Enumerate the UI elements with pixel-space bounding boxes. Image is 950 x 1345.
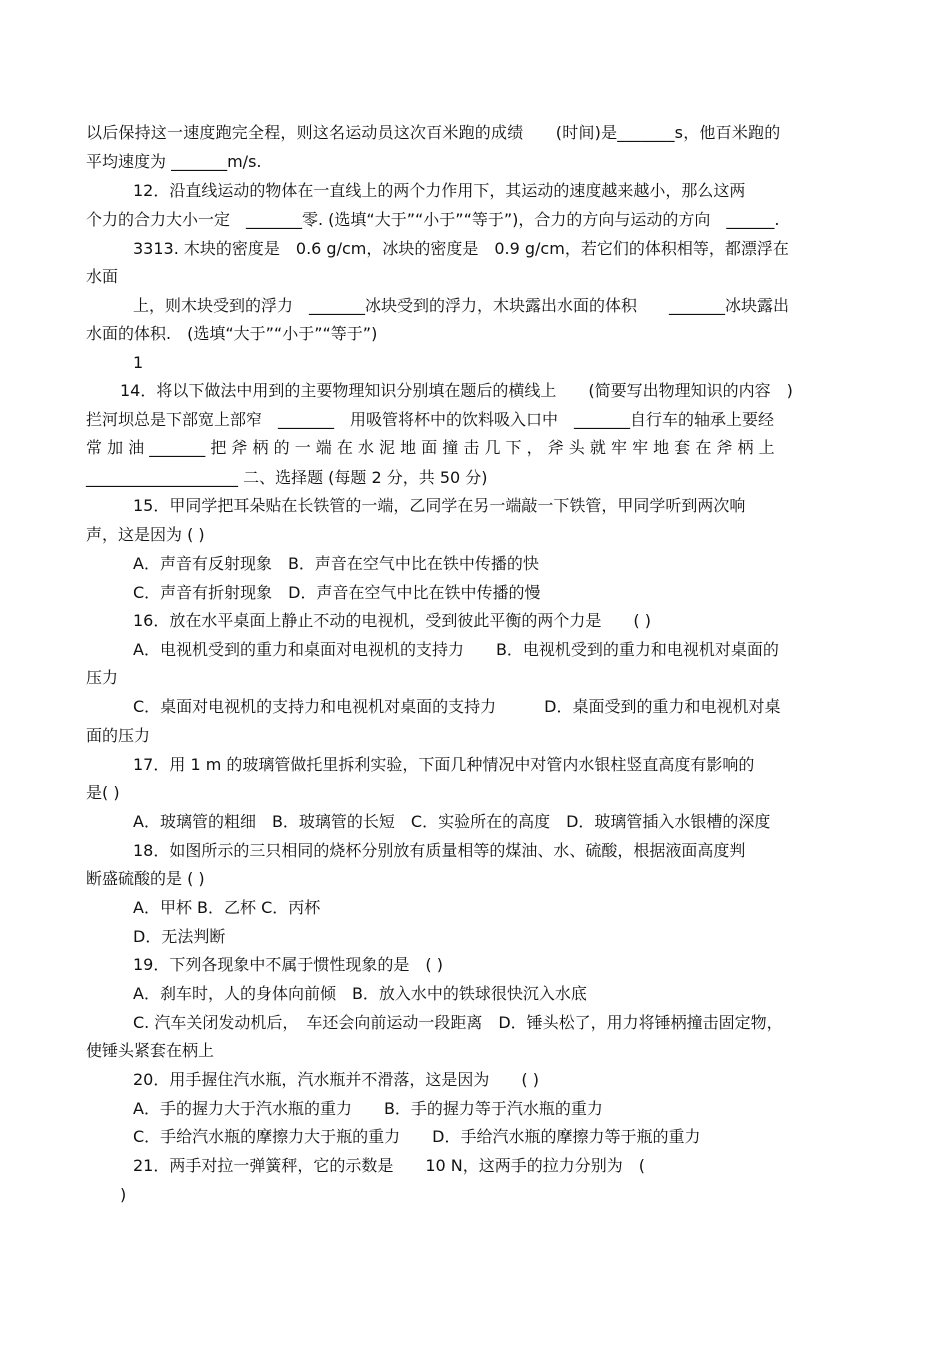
- text-line: A．手的握力大于汽水瓶的重力 B．手的握力等于汽水瓶的重力: [133, 1099, 603, 1118]
- text-line: 水面: [86, 267, 119, 286]
- text-line: 14．将以下做法中用到的主要物理知识分别填在题后的横线上 (简要写出物理知识的内容 ): [120, 381, 793, 400]
- text-line: 19．下列各现象中不属于惯性现象的是 ( ): [133, 955, 443, 974]
- text-line: 使锤头紧套在柄上: [86, 1041, 215, 1060]
- text-line: 12．沿直线运动的物体在一直线上的两个力作用下，其运动的速度越来越小，那么这两: [133, 181, 746, 200]
- text-line: 20．用手握住汽水瓶，汽水瓶并不滑落，这是因为 ( ): [133, 1070, 539, 1089]
- text-line: C．桌面对电视机的支持力和电视机对桌面的支持力 D．桌面受到的重力和电视机对桌: [133, 697, 781, 716]
- text-line: ): [120, 1185, 127, 1204]
- text-line: 1: [133, 353, 144, 372]
- text-line: 压力: [86, 668, 119, 687]
- text-line: 面的压力: [86, 726, 151, 745]
- text-line: A．刹车时，人的身体向前倾 B．放入水中的铁球很快沉入水底: [133, 984, 587, 1003]
- text-line: 16．放在水平桌面上静止不动的电视机，受到彼此平衡的两个力是 ( ): [133, 611, 651, 630]
- text-line: 平均速度为 _______m/s.: [86, 152, 262, 171]
- text-line: 3313. 木块的密度是 0.6 g/cm，冰块的密度是 0.9 g/cm，若它们的体积相等，都漂浮在: [133, 239, 789, 258]
- text-line: 上，则木块受到的浮力 _______冰块受到的浮力，木块露出水面的体积 _______冰块露出: [133, 296, 790, 315]
- text-line: 常 加 油 _______ 把 斧 柄 的 一 端 在 水 泥 地 面 撞 击 几 下 ， 斧 头 就 牢 牢 地 套 在 斧 柄 上: [86, 438, 775, 457]
- text-line: C．声音有折射现象 D．声音在空气中比在铁中传播的慢: [133, 583, 541, 602]
- text-line: 21．两手对拉一弹簧秤，它的示数是 10 N，这两手的拉力分别为 (: [133, 1156, 646, 1175]
- text-line: 15．甲同学把耳朵贴在长铁管的一端，乙同学在另一端敲一下铁管，甲同学听到两次响: [133, 496, 746, 515]
- text-line: A．甲杯 B．乙杯 C．丙杯: [133, 898, 321, 917]
- text-line: 个力的合力大小一定 _______零. (选填“大于”“小于”“等于”)，合力的方向与运动的方向 ______.: [86, 210, 780, 229]
- text-line: 拦河坝总是下部宽上部窄 _______ 用吸管将杯中的饮料吸入口中 _______自行车的轴承上要经: [86, 410, 775, 429]
- text-line: A．电视机受到的重力和桌面对电视机的支持力 B．电视机受到的重力和电视机对桌面的: [133, 640, 779, 659]
- text-line: 是( ): [86, 783, 120, 802]
- text-line: 18．如图所示的三只相同的烧杯分别放有质量相等的煤油、水、硫酸，根据液面高度判: [133, 841, 746, 860]
- text-line: ___________________ 二、选择题 (每题 2 分，共 50 分): [86, 468, 488, 487]
- text-line: 以后保持这一速度跑完全程，则这名运动员这次百米跑的成绩 (时间)是_______s，他百米跑的: [86, 123, 781, 142]
- text-line: C．手给汽水瓶的摩擦力大于瓶的重力 D．手给汽水瓶的摩擦力等于瓶的重力: [133, 1127, 701, 1146]
- text-line: 水面的体积. (选填“大于”“小于”“等于”): [86, 324, 378, 343]
- text-line: C. 汽车关闭发动机后， 车还会向前运动一段距离 D．锤头松了，用力将锤柄撞击固定物，: [133, 1013, 783, 1032]
- text-line: 声，这是因为 ( ): [86, 525, 205, 544]
- text-line: D．无法判断: [133, 927, 226, 946]
- text-line: A．声音有反射现象 B．声音在空气中比在铁中传播的快: [133, 554, 539, 573]
- text-line: A．玻璃管的粗细 B．玻璃管的长短 C．实验所在的高度 D．玻璃管插入水银槽的深度: [133, 812, 771, 831]
- text-line: 17．用 1 m 的玻璃管做托里拆利实验，下面几种情况中对管内水银柱竖直高度有影响的: [133, 755, 755, 774]
- text-line: 断盛硫酸的是 ( ): [86, 869, 205, 888]
